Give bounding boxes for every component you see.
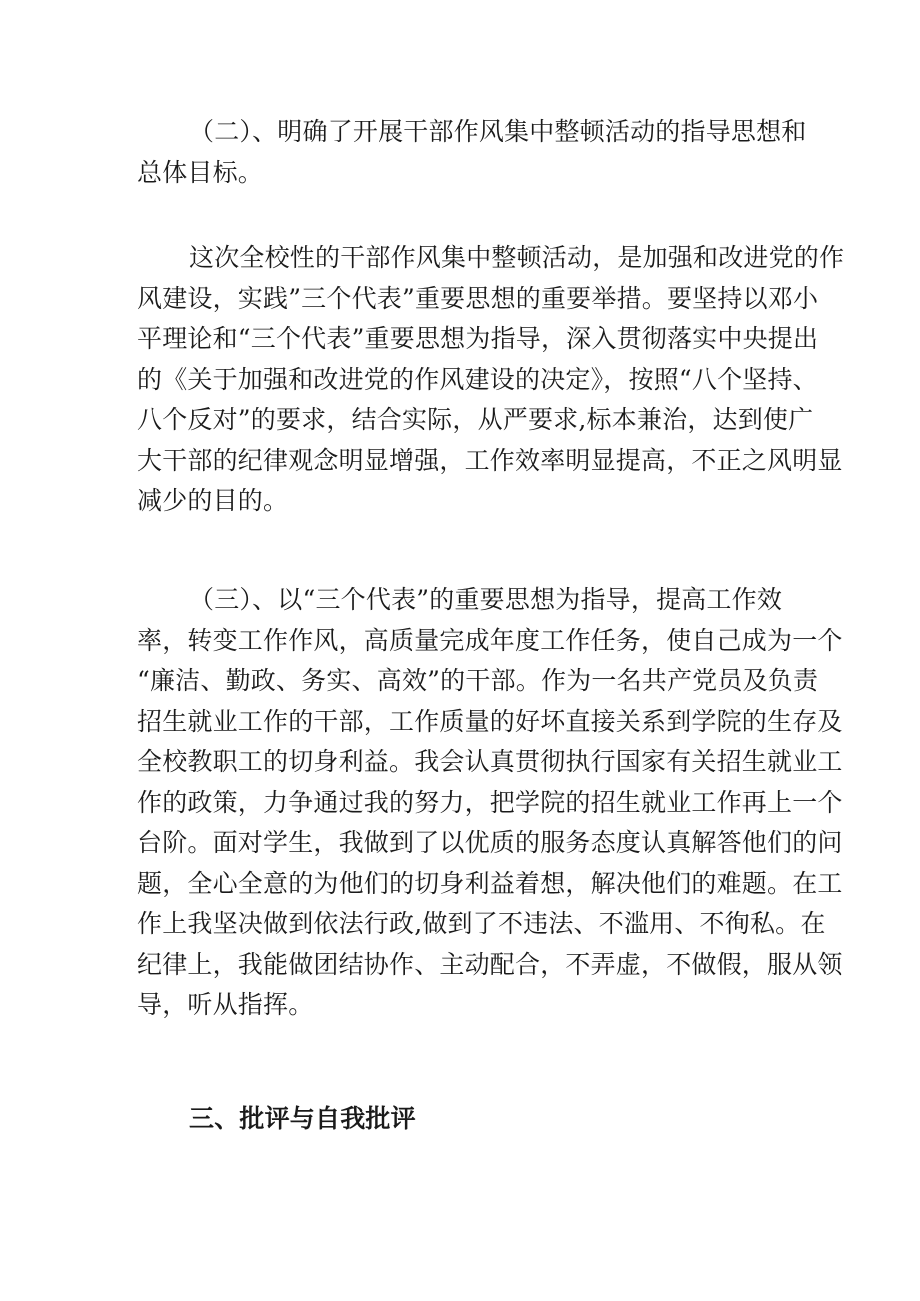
paragraph-line: 作上我坚决做到依法行政,做到了不违法、不滥用、不徇私。在 (137, 909, 826, 938)
paragraph-line: 作的政策，力争通过我的努力，把学院的招生就业工作再上一个 (137, 787, 843, 817)
paragraph-line: （二）、明确了开展干部作风集中整顿活动的指导思想和 (189, 117, 807, 146)
paragraph-line: 台阶。面对学生，我做到了以优质的服务态度认真解答他们的问 (137, 828, 843, 857)
paragraph-line: （三）、以“三个代表”的重要思想为指导，提高工作效 (189, 585, 783, 614)
paragraph-line: 大干部的纪律观念明显增强，工作效率明显提高，不正之风明显 (137, 445, 843, 475)
paragraph-line: 的《关于加强和改进党的作风建设的决定》，按照“八个坚持、 (137, 364, 818, 394)
paragraph-guiding-thought (137, 112, 807, 193)
paragraph-line: 率，转变工作作风，高质量完成年度工作任务，使自己成为一个 (137, 625, 843, 655)
paragraph-line: 全校教职工的切身利益。我会认真贯彻执行国家有关招生就业工 (137, 747, 843, 776)
paragraph-line: 纪律上，我能做团结协作、主动配合，不弄虚，不做假，服从领 (137, 949, 843, 979)
paragraph-rectification-activity (137, 238, 844, 522)
paragraph-line: 总体目标。 (137, 157, 264, 187)
paragraph-line: 题，全心全意的为他们的切身利益着想，解决他们的难题。在工 (137, 868, 843, 898)
paragraph-line: “廉洁、勤政、务实、高效”的干部。作为一名共产党员及负责 (137, 666, 819, 695)
paragraph-line: 减少的目的。 (137, 486, 289, 515)
paragraph-line: 平理论和“三个代表”重要思想为指导，深入贯彻落实中央提出 (137, 324, 819, 353)
paragraph-line: 风建设，实践”三个代表”重要思想的重要举措。要坚持以邓小 (137, 283, 819, 313)
paragraph-line: 招生就业工作的干部，工作质量的好坏直接关系到学院的生存及 (137, 706, 843, 736)
paragraph-line: 导，听从指挥。 (137, 990, 314, 1019)
paragraph-line: 这次全校性的干部作风集中整顿活动，是加强和改进党的作 (189, 243, 845, 272)
paragraph-three-represents (137, 580, 843, 1026)
section-heading-criticism: 三、批评与自我批评 (189, 1104, 416, 1133)
paragraph-line: 八个反对”的要求，结合实际，从严要求,标本兼治，达到使广 (137, 405, 814, 434)
